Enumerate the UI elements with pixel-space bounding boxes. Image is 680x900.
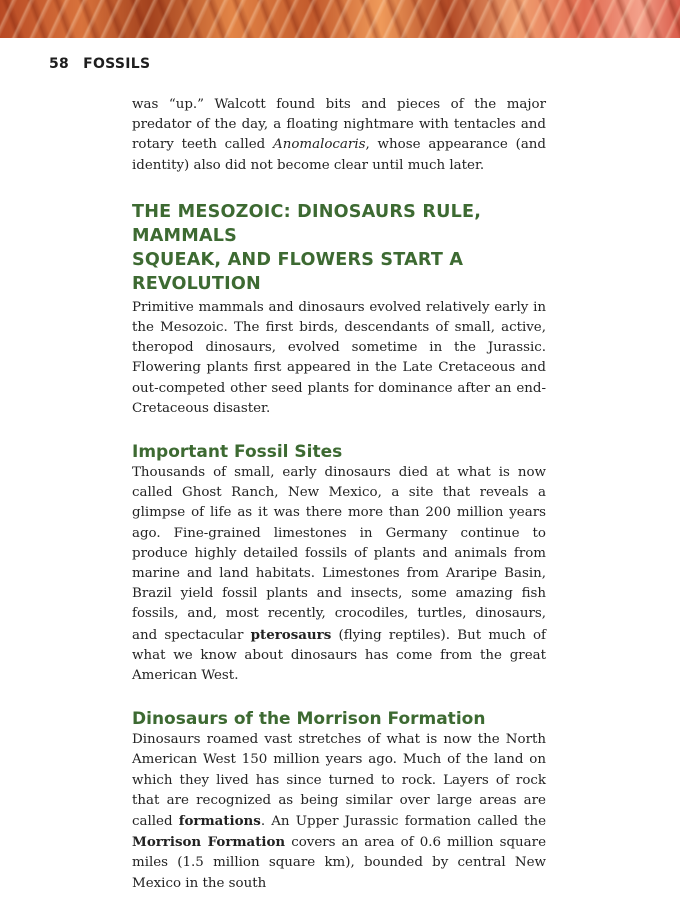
mesozoic-heading-line2: SQUEAK, AND FLOWERS START A REVOLUTION — [132, 249, 464, 294]
page-number: 58 — [49, 56, 70, 72]
running-head — [49, 56, 150, 72]
morrison-text-start: Dinosaurs roamed vast stretches of what is now the North American West 150 million years ago. Much of the land on which they lived has since turned to rock. Layers of rock that are recognized as being similar over large areas are called — [132, 732, 546, 830]
mesozoic-paragraph: Primitive mammals and dinosaurs evolved relatively early in the Mesozoic. The first birds, descendants of small, active, theropod dinosaurs, evolved sometime in the Jurassic. Flowering plants first appeared in the Late Cretaceous and out-competed other seed plants for dominance after an end-Cretaceous disaster. — [132, 299, 546, 416]
anomalocaris-term: Anomalocaris — [273, 137, 366, 153]
running-head-title: FOSSILS — [83, 56, 151, 72]
fossil-sites-text-start: Thousands of small, early dinosaurs died at what is now called Ghost Ranch, New Mexico, a site that reveals a glimpse of life as it was there more than 200 million years ago. Fine-grained limestones in Germany continue to produce highly detailed fossils of plants and animals from marine and land habitats. Limestones from Araripe Basin, Brazil yield fossil plants and insects, some amazing fish fossils, and, most recently, crocodiles, turtles, dinosaurs, and spectacular — [132, 465, 546, 643]
morrison-text-end: covers an area of 0.6 million square miles (1.5 million square km), bounded by central New Mexico in the south — [132, 835, 546, 891]
intro-text-end: , whose appearance (and identity) also did not become clear until much later. — [132, 137, 547, 173]
fossil-sites-text-end: (flying reptiles). But much of what we know about dinosaurs has come from the great American West. — [132, 627, 546, 684]
intro-text-start: was “up.” Walcott found bits and pieces of the major predator of the day, a floating nightmare with tentacles and rotary teeth called — [132, 97, 546, 153]
mesozoic-heading-line1: THE MESOZOIC: DINOSAURS RULE, MAMMALS — [132, 201, 482, 246]
formations-term: formations — [178, 813, 261, 830]
morrison-text-mid: . An Upper Jurassic formation called the — [260, 814, 547, 830]
fossil-sites-paragraph — [132, 463, 546, 686]
intro-paragraph — [132, 95, 546, 176]
morrison-heading: Dinosaurs of the Morrison Formation — [132, 709, 486, 730]
mesozoic-heading — [132, 200, 546, 296]
morrison-formation-term: Morrison Formation — [132, 834, 286, 851]
morrison-paragraph — [132, 730, 546, 894]
fossil-sites-heading: Important Fossil Sites — [132, 442, 343, 463]
pterosaurs-term: pterosaurs — [250, 626, 332, 643]
header-banner-image — [0, 0, 680, 38]
text-column — [132, 95, 546, 894]
